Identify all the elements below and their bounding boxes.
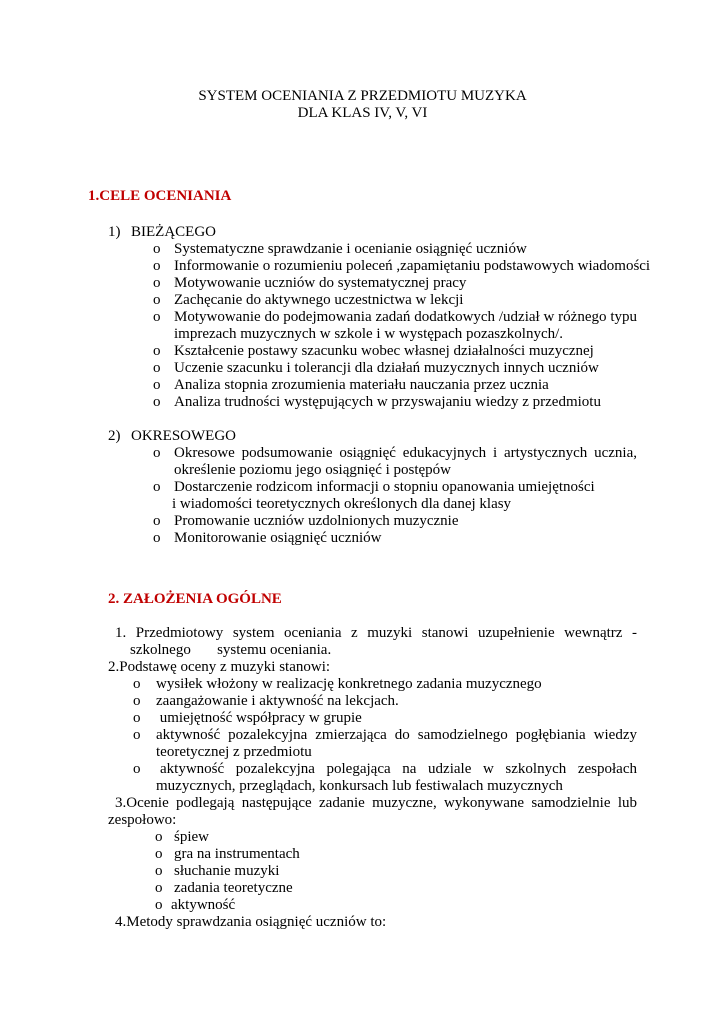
list-item: zadania teoretyczne	[174, 880, 293, 896]
list-item: zaangażowanie i aktywność na lekcjach.	[156, 693, 399, 709]
bullet-marker: o	[153, 241, 161, 257]
bullet-marker: o	[155, 829, 163, 845]
bullet-marker: o	[153, 530, 161, 546]
section2-heading: 2. ZAŁOŻENIA OGÓLNE	[108, 591, 282, 607]
document-title-line1: SYSTEM OCENIANIA Z PRZEDMIOTU MUZYKA	[198, 88, 527, 104]
paragraph-4: 4.Metody sprawdzania osiągnięć uczniów to:	[115, 914, 387, 930]
bullet-marker: o	[153, 513, 161, 529]
bullet-marker: o	[153, 394, 161, 410]
bullet-marker: o	[153, 479, 161, 495]
paragraph-1-line2: szkolnego systemu oceniania.	[130, 642, 332, 658]
sub2-number: 2)	[108, 428, 121, 444]
list-item: umiejętność współpracy w grupie	[156, 710, 362, 726]
list-item: Okresowe podsumowanie osiągnięć edukacyjnych i artystycznych ucznia,	[174, 445, 637, 461]
bullet-marker: o	[153, 343, 161, 359]
bullet-marker: o	[153, 445, 161, 461]
bullet-marker: o	[153, 275, 161, 291]
list-item-continuation: i wiadomości teoretycznych określonych dla danej klasy	[172, 496, 512, 512]
list-item: aktywność pozalekcyjna zmierzająca do samodzielnego pogłębiania wiedzy	[156, 727, 637, 743]
list-item: Promowanie uczniów uzdolnionych muzycznie	[174, 513, 459, 529]
bullet-marker: o	[155, 897, 163, 913]
list-item: Analiza stopnia zrozumienia materiału nauczania przez ucznia	[174, 377, 549, 393]
paragraph-2: 2.Podstawę oceny z muzyki stanowi:	[108, 659, 331, 675]
list-item: Monitorowanie osiągnięć uczniów	[174, 530, 382, 546]
bullet-marker: o	[133, 676, 141, 692]
paragraph-3-line1: 3.Ocenie podlegają następujące zadanie muzyczne, wykonywane samodzielnie lub	[115, 795, 637, 811]
list-item: Analiza trudności występujących w przyswajaniu wiedzy z przedmiotu	[174, 394, 601, 410]
list-item: aktywność pozalekcyjna polegająca na udziale w szkolnych zespołach	[160, 761, 637, 777]
list-item: śpiew	[174, 829, 209, 845]
list-item: Systematyczne sprawdzanie i ocenianie osiągnięć uczniów	[174, 241, 527, 257]
paragraph-3-line2: zespołowo:	[108, 812, 177, 828]
list-item: Motywowanie uczniów do systematycznej pracy	[174, 275, 467, 291]
list-item: Kształcenie postawy szacunku wobec własnej działalności muzycznej	[174, 343, 594, 359]
sub1-number: 1)	[108, 224, 121, 240]
bullet-marker: o	[155, 880, 163, 896]
bullet-marker: o	[133, 693, 141, 709]
bullet-marker: o	[153, 292, 161, 308]
list-item: gra na instrumentach	[174, 846, 300, 862]
list-item: Motywowanie do podejmowania zadań dodatkowych /udział w różnego typu	[174, 309, 637, 325]
paragraph-1-line1: 1. Przedmiotowy system oceniania z muzyki stanowi uzupełnienie wewnątrz -	[115, 625, 637, 641]
list-item: Dostarczenie rodzicom informacji o stopniu opanowania umiejętności	[174, 479, 595, 495]
sub1-label: BIEŻĄCEGO	[131, 224, 216, 240]
bullet-marker: o	[133, 727, 141, 743]
list-item-continuation: określenie poziomu jego osiągnięć i postępów	[174, 462, 452, 478]
bullet-marker: o	[155, 863, 163, 879]
list-item-continuation: muzycznych, przeglądach, konkursach lub festiwalach muzycznych	[156, 778, 563, 794]
list-item: słuchanie muzyki	[174, 863, 280, 879]
sub2-label: OKRESOWEGO	[131, 428, 236, 444]
list-item: wysiłek włożony w realizację konkretnego zadania muzycznego	[156, 676, 542, 692]
list-item: aktywność	[171, 897, 236, 913]
bullet-marker: o	[153, 258, 161, 274]
section1-heading: 1.CELE OCENIANIA	[88, 188, 232, 204]
list-item: Zachęcanie do aktywnego uczestnictwa w lekcji	[174, 292, 464, 308]
list-item: Uczenie szacunku i tolerancji dla działań muzycznych innych uczniów	[174, 360, 599, 376]
bullet-marker: o	[153, 377, 161, 393]
bullet-marker: o	[133, 761, 141, 777]
list-item-continuation: imprezach muzycznych w szkole i w występach pozaszkolnych/.	[174, 326, 564, 342]
list-item: Informowanie o rozumieniu poleceń ,zapamiętaniu podstawowych wiadomości	[174, 258, 651, 274]
bullet-marker: o	[153, 309, 161, 325]
bullet-marker: o	[155, 846, 163, 862]
bullet-marker: o	[133, 710, 141, 726]
bullet-marker: o	[153, 360, 161, 376]
document-title-line2: DLA KLAS IV, V, VI	[297, 105, 428, 121]
list-item-continuation: teoretycznej z przedmiotu	[156, 744, 312, 760]
